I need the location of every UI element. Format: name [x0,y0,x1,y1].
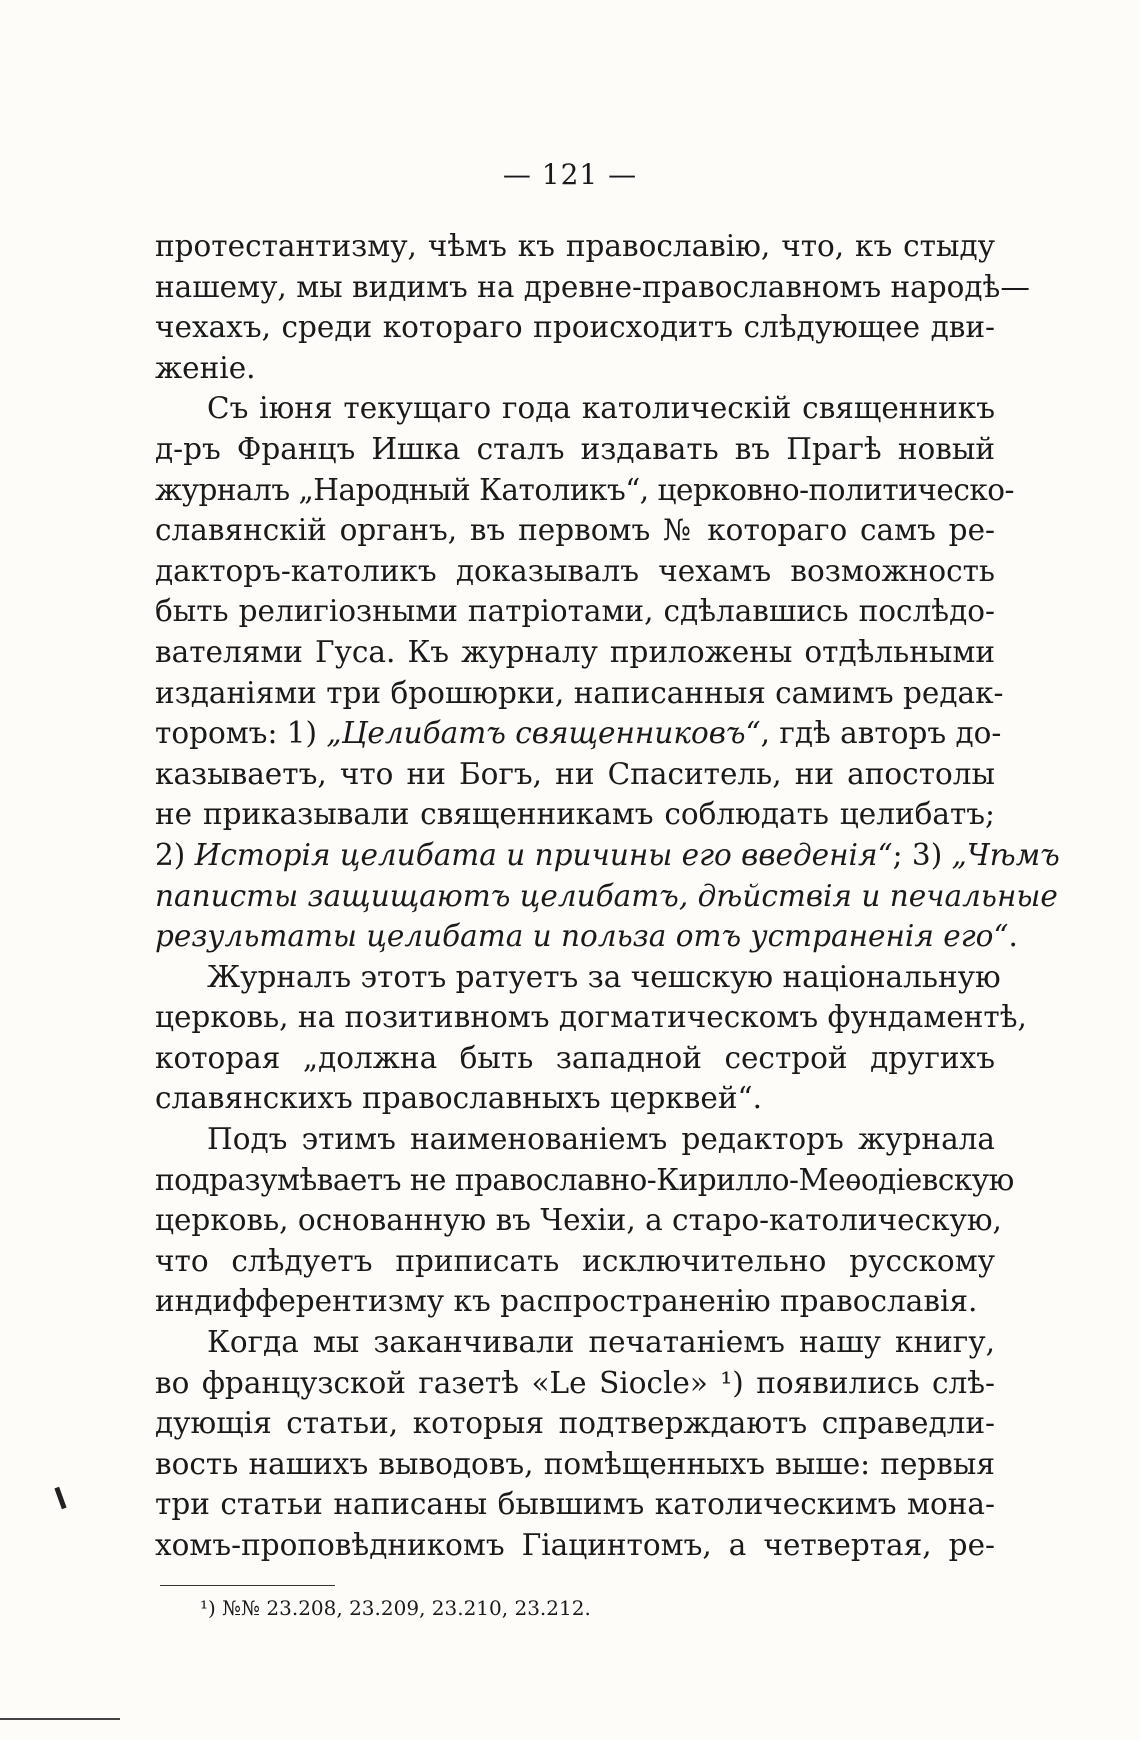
text-line: д-ръ Францъ Ишка сталъ издавать въ Прагѣ новый [155,431,995,466]
edge-mark [0,1718,120,1720]
text-line: славянскихъ православныхъ церквей“. [155,1081,762,1116]
text-line: чехахъ, среди котораго происходитъ слѣдующее дви- [155,310,995,345]
side-mark [54,1487,66,1509]
text-line: торомъ: 1) „Целибатъ священниковъ“, гдѣ авторъ до- [155,716,1002,751]
text-line: вость нашихъ выводовъ, помѣщенныхъ выше: первыя [155,1446,995,1481]
text-line: женіе. [155,350,256,385]
text-line: Журналъ этотъ ратуетъ за чешскую національную [207,959,1001,994]
text-line: церковь, на позитивномъ догматическомъ фундаментѣ, [155,1000,1027,1035]
text-line: церковь, основанную въ Чехіи, а старо-католическую, [155,1203,1002,1238]
text-line: нашему, мы видимъ на древне-православномъ народѣ— [155,269,1030,304]
text-line: во французской газетѣ «Le Siocle» ¹) появились слѣ- [155,1365,995,1400]
footnote: ¹) №№ 23.208, 23.209, 23.210, 23.212. [200,1596,591,1620]
text-line: протестантизму, чѣмъ къ православію, что, къ стыду [155,229,995,263]
text-line: вателями Гуса. Къ журналу приложены отдѣльными [155,634,995,669]
text-line: подразумѣваетъ не православно-Кирилло-Меѳодіевскую [155,1162,1014,1197]
body-text [155,226,1060,1566]
text-line: Когда мы заканчивали печатаніемъ нашу книгу, [207,1325,995,1360]
text-line: индифферентизму къ распространенію православія. [155,1284,978,1319]
text-line: Съ іюня текущаго года католическій священникъ [207,391,995,426]
text-line: не приказывали священникамъ соблюдать целибатъ; [155,797,995,832]
text-line: которая „должна быть западной сестрой другихъ [155,1040,995,1075]
text-line: дующія статьи, которыя подтверждаютъ справедли- [155,1406,995,1441]
text-line: изданіями три брошюрки, написанныя самимъ редак- [155,675,1004,710]
text-line: славянскій органъ, въ первомъ № котораго самъ ре- [155,513,995,548]
text-line: что слѣдуетъ приписать исключительно русскому [155,1243,995,1278]
text-line: Подъ этимъ наименованіемъ редакторъ журнала [207,1122,995,1157]
text-line: три статьи написаны бывшимъ католическимъ мона- [155,1487,995,1522]
text-line: паписты защищаютъ целибатъ, дѣйствія и печальные [155,878,1058,913]
text-line: казываетъ, что ни Богъ, ни Спаситель, ни апостолы [155,756,995,791]
text-line: журналъ „Народный Католикъ“, церковно-политическо- [155,472,1015,507]
text-line: дакторъ-католикъ доказывалъ чехамъ возможность [155,553,995,588]
text-line: 2) Исторія целибата и причины его введенія“; 3) „Чѣмъ [155,837,1060,872]
page-number: — 121 — [502,158,638,191]
text-line: результаты целибата и польза отъ устраненія его“. [155,919,1018,954]
footnote-rule [160,1585,335,1586]
text-line: хомъ-проповѣдникомъ Гіацинтомъ, а четвертая, ре- [155,1528,995,1562]
text-line: быть религіозными патріотами, сдѣлавшись послѣдо- [155,594,995,629]
